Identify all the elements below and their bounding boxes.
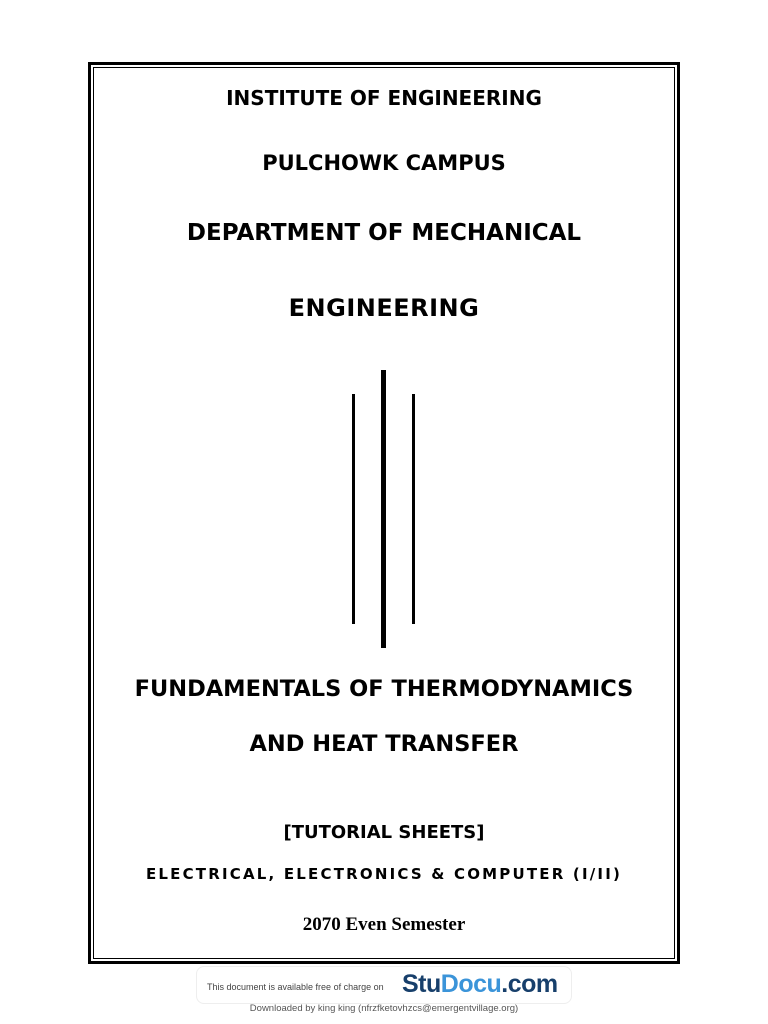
campus-title: PULCHOWK CAMPUS (262, 151, 506, 175)
availability-notice: This document is available free of charge on (207, 982, 384, 992)
decorative-bar-left (352, 394, 355, 624)
department-title-line1: DEPARTMENT OF MECHANICAL (186, 220, 582, 246)
department-title-line2: ENGINEERING (288, 294, 480, 322)
sheet-type: [TUTORIAL SHEETS] (283, 822, 485, 843)
logo-docu-text: Docu (440, 970, 502, 998)
logo-stu-text: Stu (402, 970, 441, 998)
semester-label: 2070 Even Semester (302, 914, 466, 935)
decorative-bar-center (381, 370, 386, 648)
decorative-bar-right (412, 394, 415, 624)
download-info: Downloaded by king king (nfrzfketovhzcs@emergentvillage.org) (249, 1003, 519, 1014)
logo-com-text: .com (501, 970, 558, 998)
course-title-line1: FUNDAMENTALS OF THERMODYNAMICS (134, 676, 634, 702)
program-list: ELECTRICAL, ELECTRONICS & COMPUTER (I/II) (145, 865, 623, 883)
institute-title: INSTITUTE OF ENGINEERING (226, 86, 542, 110)
course-title-line2: AND HEAT TRANSFER (249, 731, 519, 757)
studocu-logo[interactable] (402, 970, 558, 999)
